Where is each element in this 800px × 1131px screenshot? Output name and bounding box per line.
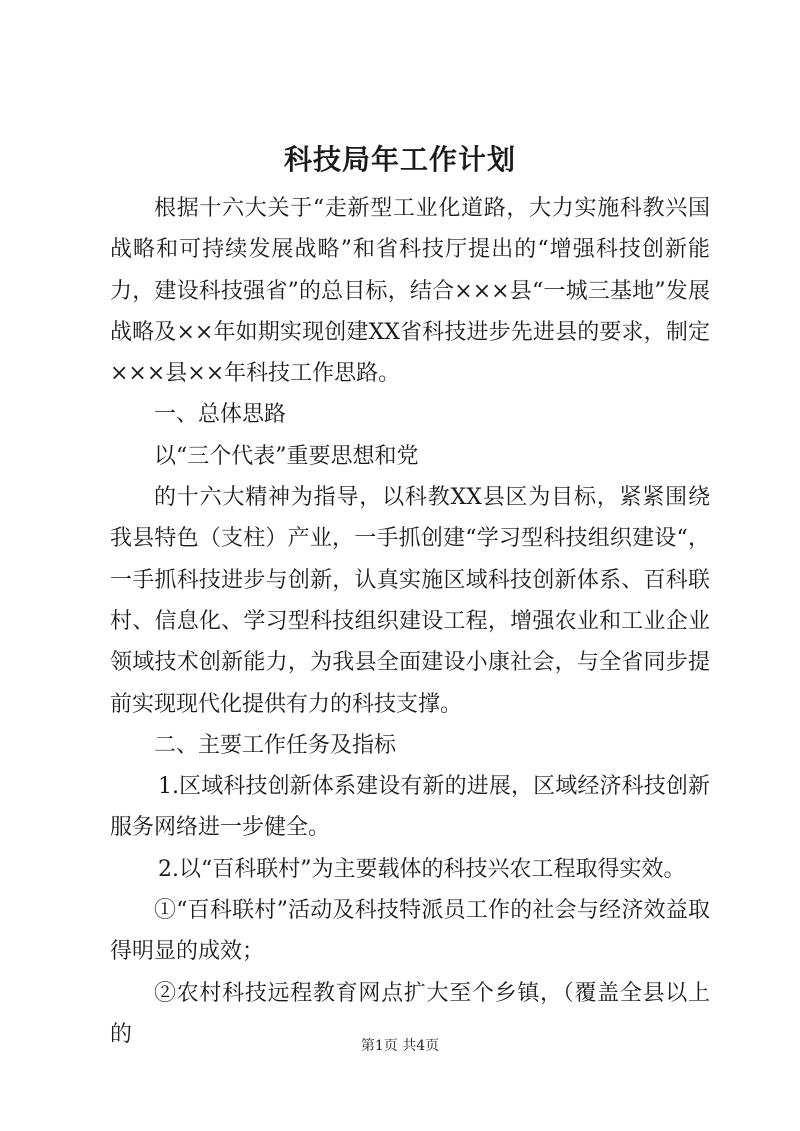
page-number: 第1页 共4页 xyxy=(360,1038,440,1054)
sub-item-2: ②农村科技远程教育网点扩大至个乡镇，（覆盖全县以上的 xyxy=(110,980,710,1047)
document-body xyxy=(110,188,710,1055)
section-heading-main-tasks: 二、主要工作任务及指标 xyxy=(154,732,397,758)
task-item-1: 1.区域科技创新体系建设有新的进展，区域经济科技创新服务网络进一步健全。 xyxy=(110,774,710,841)
body-paragraph: 以“三个代表”重要思想和党 xyxy=(154,443,419,469)
task-item-2: 2.以“百科联村”为主要载体的科技兴农工程取得实效。 xyxy=(158,856,686,882)
section-heading-general-idea: 一、总体思路 xyxy=(154,402,287,428)
document-title: 科技局年工作计划 xyxy=(283,143,516,176)
body-paragraph: 的十六大精神为指导，以科教XX县区为目标，紧紧围绕我县特色（支柱）产业，一手抓创建“学习型科技组织建设“，一手抓科技进步与创新，认真实施区域科技创新体系、百科联村、信息化、学习型科技组织建设工程，增强农业和工业企业领域技术创新能力，为我县全面建设小康社会，与全省同步提前实现现代化提供有力的科技支撑。 xyxy=(110,485,710,717)
sub-item-1: ①“百科联村”活动及科技特派员工作的社会与经济效益取得明显的成效； xyxy=(110,898,710,965)
intro-paragraph: 根据十六大关于“走新型工业化道路，大力实施科教兴国战略和可持续发展战略”和省科技厅提出的“增强科技创新能力，建设科技强省”的总目标，结合×××县“一城三基地”发展战略及××年如期实现创建XX省科技进步先进县的要求，制定×××县××年科技工作思路。 xyxy=(110,196,710,387)
